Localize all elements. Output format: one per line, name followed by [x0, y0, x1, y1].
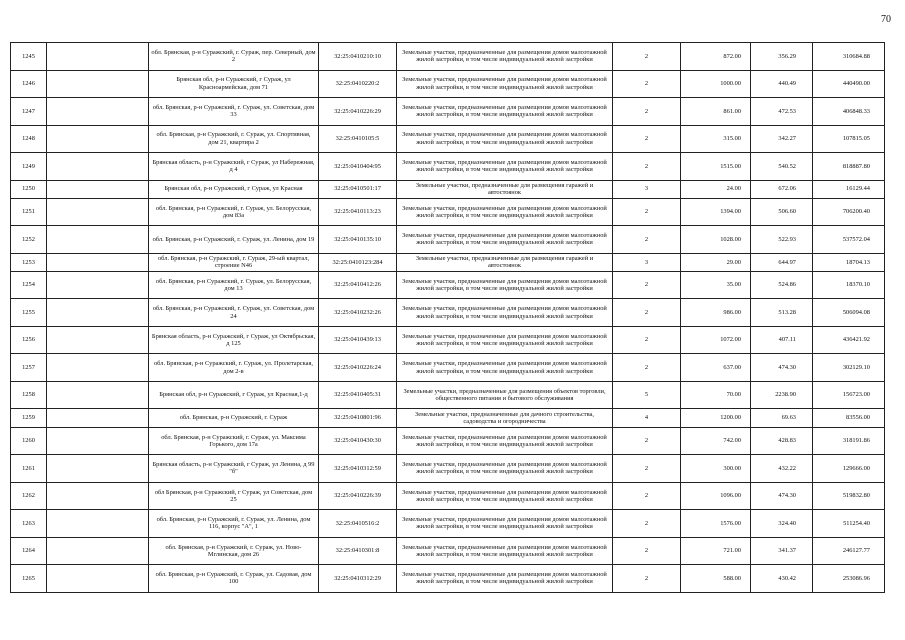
row-address: обл. Брянская, р-н Суражский, г. Сураж	[149, 409, 319, 427]
row-group: 2	[613, 455, 681, 483]
row-cadastral-value: 440490.00	[813, 70, 885, 98]
registry-table	[10, 42, 885, 593]
row-land-use: Земельные участки, предназначенные для размещения домов малоэтажной жилой застройки, в том числе индивидуальной жилой застройки	[397, 198, 613, 226]
table-row	[11, 354, 885, 382]
row-cadastral-number: 32:25:0410801:96	[319, 409, 397, 427]
row-cadastral-number: 32:25:0410226:39	[319, 482, 397, 510]
row-cadastral-value: 506094.08	[813, 299, 885, 327]
table-row	[11, 180, 885, 198]
row-area: 1096.00	[681, 482, 751, 510]
row-address: обл. Брянская, р-н Суражский, г. Сураж, ул. Пролетарская, дом 2-в	[149, 354, 319, 382]
row-group: 2	[613, 153, 681, 181]
row-group: 2	[613, 125, 681, 153]
row-cadastral-number: 32:25:0410226:24	[319, 354, 397, 382]
row-number: 1245	[11, 43, 47, 71]
row-number: 1252	[11, 226, 47, 254]
row-group: 2	[613, 537, 681, 565]
row-address: Брянская обл, р-н Суражский, г Сураж, ул Красная	[149, 180, 319, 198]
table-row	[11, 198, 885, 226]
row-cadastral-number: 32:25:0410113:23	[319, 198, 397, 226]
row-address: обл. Брянская, р-н Суражский, г. Сураж, ул. Белорусская, дом 83а	[149, 198, 319, 226]
row-rate: 432.22	[751, 455, 813, 483]
row-group: 4	[613, 409, 681, 427]
row-number: 1257	[11, 354, 47, 382]
row-land-use: Земельные участки, предназначенные для размещения домов малоэтажной жилой застройки, в том числе индивидуальной жилой застройки	[397, 43, 613, 71]
row-cadastral-number: 32:25:0410220:2	[319, 70, 397, 98]
row-area: 35.00	[681, 271, 751, 299]
spacer-cell	[47, 253, 149, 271]
row-area: 861.00	[681, 98, 751, 126]
row-address: обл. Брянская, р-н Суражский, г. Сураж, ул. Советская, дом 33	[149, 98, 319, 126]
spacer-cell	[47, 98, 149, 126]
row-address: обл. Брянская, р-н Суражский, г. Сураж, ул. Максима Горького, дом 17а	[149, 427, 319, 455]
row-number: 1258	[11, 381, 47, 409]
spacer-cell	[47, 299, 149, 327]
row-number: 1265	[11, 565, 47, 593]
table-row	[11, 409, 885, 427]
row-group: 2	[613, 198, 681, 226]
table-row	[11, 226, 885, 254]
row-group: 2	[613, 482, 681, 510]
row-address: обл. Брянская, р-н Суражский, г. Сураж, ул. Ново-Мглинская, дом 26	[149, 537, 319, 565]
row-area: 1072.00	[681, 326, 751, 354]
table-row	[11, 125, 885, 153]
row-rate: 644.97	[751, 253, 813, 271]
registry-body	[11, 43, 885, 593]
row-area: 300.00	[681, 455, 751, 483]
row-rate: 428.83	[751, 427, 813, 455]
row-address: обл Брянская, р-н Суражский, г Сураж, ул Советская, дом 25	[149, 482, 319, 510]
row-number: 1262	[11, 482, 47, 510]
row-land-use: Земельные участки, предназначенные для размещения домов малоэтажной жилой застройки, в том числе индивидуальной жилой застройки	[397, 226, 613, 254]
row-land-use: Земельные участки, предназначенные для размещения домов малоэтажной жилой застройки, в том числе индивидуальной жилой застройки	[397, 271, 613, 299]
row-land-use: Земельные участки, предназначенные для размещения домов малоэтажной жилой застройки, в том числе индивидуальной жилой застройки	[397, 455, 613, 483]
row-land-use: Земельные участки, предназначенные для размещения объектов торговли, общественного питания и бытового обслуживания	[397, 381, 613, 409]
row-land-use: Земельные участки, предназначенные для размещения домов малоэтажной жилой застройки, в том числе индивидуальной жилой застройки	[397, 510, 613, 538]
spacer-cell	[47, 198, 149, 226]
row-rate: 2238.90	[751, 381, 813, 409]
spacer-cell	[47, 565, 149, 593]
spacer-cell	[47, 125, 149, 153]
page-number: 70	[881, 14, 891, 25]
row-land-use: Земельные участки, предназначенные для размещения домов малоэтажной жилой застройки, в том числе индивидуальной жилой застройки	[397, 153, 613, 181]
row-number: 1261	[11, 455, 47, 483]
row-rate: 356.29	[751, 43, 813, 71]
row-rate: 440.49	[751, 70, 813, 98]
row-cadastral-value: 16129.44	[813, 180, 885, 198]
row-number: 1247	[11, 98, 47, 126]
row-group: 2	[613, 299, 681, 327]
table-row	[11, 427, 885, 455]
table-row	[11, 510, 885, 538]
spacer-cell	[47, 409, 149, 427]
spacer-cell	[47, 482, 149, 510]
row-group: 3	[613, 253, 681, 271]
row-number: 1260	[11, 427, 47, 455]
table-row	[11, 381, 885, 409]
row-cadastral-number: 32:25:0410439:13	[319, 326, 397, 354]
row-land-use: Земельные участки, предназначенные для размещения домов малоэтажной жилой застройки, в том числе индивидуальной жилой застройки	[397, 125, 613, 153]
row-area: 70.00	[681, 381, 751, 409]
row-rate: 430.42	[751, 565, 813, 593]
row-number: 1253	[11, 253, 47, 271]
table-row	[11, 326, 885, 354]
row-cadastral-number: 32:25:0410226:29	[319, 98, 397, 126]
row-rate: 342.27	[751, 125, 813, 153]
row-address: Брянская обл, р-н Суражский, г Сураж, ул Красноармейская, дом 71	[149, 70, 319, 98]
row-number: 1263	[11, 510, 47, 538]
row-rate: 513.28	[751, 299, 813, 327]
row-cadastral-value: 129666.00	[813, 455, 885, 483]
row-area: 1200.00	[681, 409, 751, 427]
row-rate: 506.60	[751, 198, 813, 226]
row-rate: 474.30	[751, 354, 813, 382]
row-group: 2	[613, 98, 681, 126]
row-group: 2	[613, 565, 681, 593]
row-number: 1249	[11, 153, 47, 181]
spacer-cell	[47, 537, 149, 565]
row-number: 1259	[11, 409, 47, 427]
spacer-cell	[47, 354, 149, 382]
row-land-use: Земельные участки, предназначенные для размещения гаражей и автостоянок	[397, 180, 613, 198]
row-cadastral-value: 246127.77	[813, 537, 885, 565]
spacer-cell	[47, 226, 149, 254]
row-area: 872.00	[681, 43, 751, 71]
spacer-cell	[47, 326, 149, 354]
row-rate: 524.86	[751, 271, 813, 299]
row-cadastral-value: 83556.00	[813, 409, 885, 427]
row-rate: 407.11	[751, 326, 813, 354]
spacer-cell	[47, 381, 149, 409]
row-number: 1248	[11, 125, 47, 153]
row-land-use: Земельные участки, предназначенные для размещения домов малоэтажной жилой застройки, в том числе индивидуальной жилой застройки	[397, 299, 613, 327]
row-address: обл. Брянская, р-н Суражский, г. Сураж, ул. Садовая, дом 100	[149, 565, 319, 593]
row-cadastral-number: 32:25:0410123:284	[319, 253, 397, 271]
row-cadastral-value: 436421.92	[813, 326, 885, 354]
row-group: 2	[613, 354, 681, 382]
row-cadastral-value: 310684.88	[813, 43, 885, 71]
spacer-cell	[47, 455, 149, 483]
row-rate: 540.52	[751, 153, 813, 181]
row-cadastral-value: 18370.10	[813, 271, 885, 299]
row-cadastral-number: 32:25:0410232:26	[319, 299, 397, 327]
spacer-cell	[47, 427, 149, 455]
row-area: 1515.00	[681, 153, 751, 181]
row-cadastral-value: 156723.00	[813, 381, 885, 409]
row-address: Брянская область, р-н Суражский, г Сураж, ул Набережная, д 4	[149, 153, 319, 181]
row-cadastral-number: 32:25:0410105:5	[319, 125, 397, 153]
spacer-cell	[47, 70, 149, 98]
row-address: обл. Брянская, р-н Суражский, г. Сураж, ул. Ленина, дом 116, корпус "А", 1	[149, 510, 319, 538]
row-land-use: Земельные участки, предназначенные для размещения домов малоэтажной жилой застройки, в том числе индивидуальной жилой застройки	[397, 70, 613, 98]
row-number: 1256	[11, 326, 47, 354]
row-cadastral-value: 253086.96	[813, 565, 885, 593]
row-rate: 69.63	[751, 409, 813, 427]
row-cadastral-number: 32:25:0410430:30	[319, 427, 397, 455]
row-area: 24.00	[681, 180, 751, 198]
row-address: обл. Брянская, р-н Суражский, г. Сураж, ул. Ленина, дом 19	[149, 226, 319, 254]
spacer-cell	[47, 43, 149, 71]
row-number: 1255	[11, 299, 47, 327]
row-number: 1251	[11, 198, 47, 226]
row-address: Брянская обл, р-н Суражский, г Сураж, ул Красная,1-д	[149, 381, 319, 409]
row-land-use: Земельные участки, предназначенные для размещения гаражей и автостоянок	[397, 253, 613, 271]
row-group: 2	[613, 43, 681, 71]
table-row	[11, 482, 885, 510]
row-area: 986.00	[681, 299, 751, 327]
row-number: 1264	[11, 537, 47, 565]
row-land-use: Земельные участки, предназначенные для размещения домов малоэтажной жилой застройки, в том числе индивидуальной жилой застройки	[397, 98, 613, 126]
row-cadastral-number: 32:25:0410501:17	[319, 180, 397, 198]
row-address: обл. Брянская, р-н Суражский, г. Сураж, 29-ый квартал, строение N46	[149, 253, 319, 271]
row-group: 2	[613, 271, 681, 299]
row-cadastral-value: 107815.05	[813, 125, 885, 153]
row-area: 1576.00	[681, 510, 751, 538]
row-cadastral-value: 318191.86	[813, 427, 885, 455]
row-cadastral-number: 32:25:0410516:2	[319, 510, 397, 538]
row-cadastral-value: 18704.13	[813, 253, 885, 271]
table-row	[11, 153, 885, 181]
row-cadastral-value: 511254.40	[813, 510, 885, 538]
row-group: 3	[613, 180, 681, 198]
row-number: 1254	[11, 271, 47, 299]
row-cadastral-number: 32:25:0410405:31	[319, 381, 397, 409]
row-area: 1394.00	[681, 198, 751, 226]
row-area: 315.00	[681, 125, 751, 153]
row-group: 2	[613, 226, 681, 254]
spacer-cell	[47, 180, 149, 198]
row-address: обл. Брянская, р-н Суражский, г. Сураж, ул. Белорусская, дом 13	[149, 271, 319, 299]
table-row	[11, 537, 885, 565]
row-cadastral-value: 818887.80	[813, 153, 885, 181]
row-rate: 522.93	[751, 226, 813, 254]
row-group: 2	[613, 326, 681, 354]
row-area: 1000.00	[681, 70, 751, 98]
row-rate: 472.53	[751, 98, 813, 126]
row-cadastral-value: 406848.33	[813, 98, 885, 126]
row-cadastral-value: 302129.10	[813, 354, 885, 382]
table-row	[11, 43, 885, 71]
table-row	[11, 253, 885, 271]
row-cadastral-number: 32:25:0410412:26	[319, 271, 397, 299]
table-row	[11, 98, 885, 126]
row-area: 637.00	[681, 354, 751, 382]
row-rate: 474.30	[751, 482, 813, 510]
row-area: 1028.00	[681, 226, 751, 254]
row-area: 721.00	[681, 537, 751, 565]
row-group: 2	[613, 70, 681, 98]
spacer-cell	[47, 271, 149, 299]
row-area: 29.00	[681, 253, 751, 271]
row-cadastral-number: 32:25:0410135:10	[319, 226, 397, 254]
row-number: 1246	[11, 70, 47, 98]
table-row	[11, 70, 885, 98]
row-cadastral-number: 32:25:0410210:10	[319, 43, 397, 71]
row-cadastral-number: 32:25:0410301:8	[319, 537, 397, 565]
row-address: обл. Брянская, р-н Суражский, г. Сураж, пер. Северный, дом 2	[149, 43, 319, 71]
row-cadastral-number: 32:25:0410312:59	[319, 455, 397, 483]
row-area: 588.00	[681, 565, 751, 593]
row-cadastral-value: 519832.80	[813, 482, 885, 510]
row-address: Брянская область, р-н Суражский, г Сураж, ул Ленина, д 99 "б"	[149, 455, 319, 483]
row-land-use: Земельные участки, предназначенные для размещения домов малоэтажной жилой застройки, в том числе индивидуальной жилой застройки	[397, 565, 613, 593]
row-number: 1250	[11, 180, 47, 198]
row-cadastral-value: 537572.04	[813, 226, 885, 254]
spacer-cell	[47, 510, 149, 538]
row-land-use: Земельные участки, предназначенные для размещения домов малоэтажной жилой застройки, в том числе индивидуальной жилой застройки	[397, 326, 613, 354]
row-address: Брянская область, р-н Суражский, г Сураж, ул Октябрьская, д 125	[149, 326, 319, 354]
row-land-use: Земельные участки, предназначенные для размещения домов малоэтажной жилой застройки, в том числе индивидуальной жилой застройки	[397, 537, 613, 565]
spacer-cell	[47, 153, 149, 181]
table-row	[11, 271, 885, 299]
row-cadastral-number: 32:25:0410312:29	[319, 565, 397, 593]
row-group: 2	[613, 510, 681, 538]
table-row	[11, 565, 885, 593]
row-cadastral-value: 706200.40	[813, 198, 885, 226]
row-rate: 672.06	[751, 180, 813, 198]
row-address: обл. Брянская, р-н Суражский, г. Сураж, ул. Советская, дом 24	[149, 299, 319, 327]
table-row	[11, 455, 885, 483]
row-cadastral-number: 32:25:0410404:95	[319, 153, 397, 181]
row-area: 742.00	[681, 427, 751, 455]
row-rate: 324.40	[751, 510, 813, 538]
row-land-use: Земельные участки, предназначенные для размещения домов малоэтажной жилой застройки, в том числе индивидуальной жилой застройки	[397, 482, 613, 510]
row-land-use: Земельные участки, предназначенные для размещения домов малоэтажной жилой застройки, в том числе индивидуальной жилой застройки	[397, 427, 613, 455]
row-land-use: Земельные участки, предназначенные для дачного строительства, садоводства и огородничества	[397, 409, 613, 427]
table-row	[11, 299, 885, 327]
row-address: обл. Брянская, р-н Суражский, г. Сураж, ул. Спортивная, дом 21, квартира 2	[149, 125, 319, 153]
row-land-use: Земельные участки, предназначенные для размещения домов малоэтажной жилой застройки, в том числе индивидуальной жилой застройки	[397, 354, 613, 382]
row-group: 5	[613, 381, 681, 409]
row-rate: 341.37	[751, 537, 813, 565]
row-group: 2	[613, 427, 681, 455]
